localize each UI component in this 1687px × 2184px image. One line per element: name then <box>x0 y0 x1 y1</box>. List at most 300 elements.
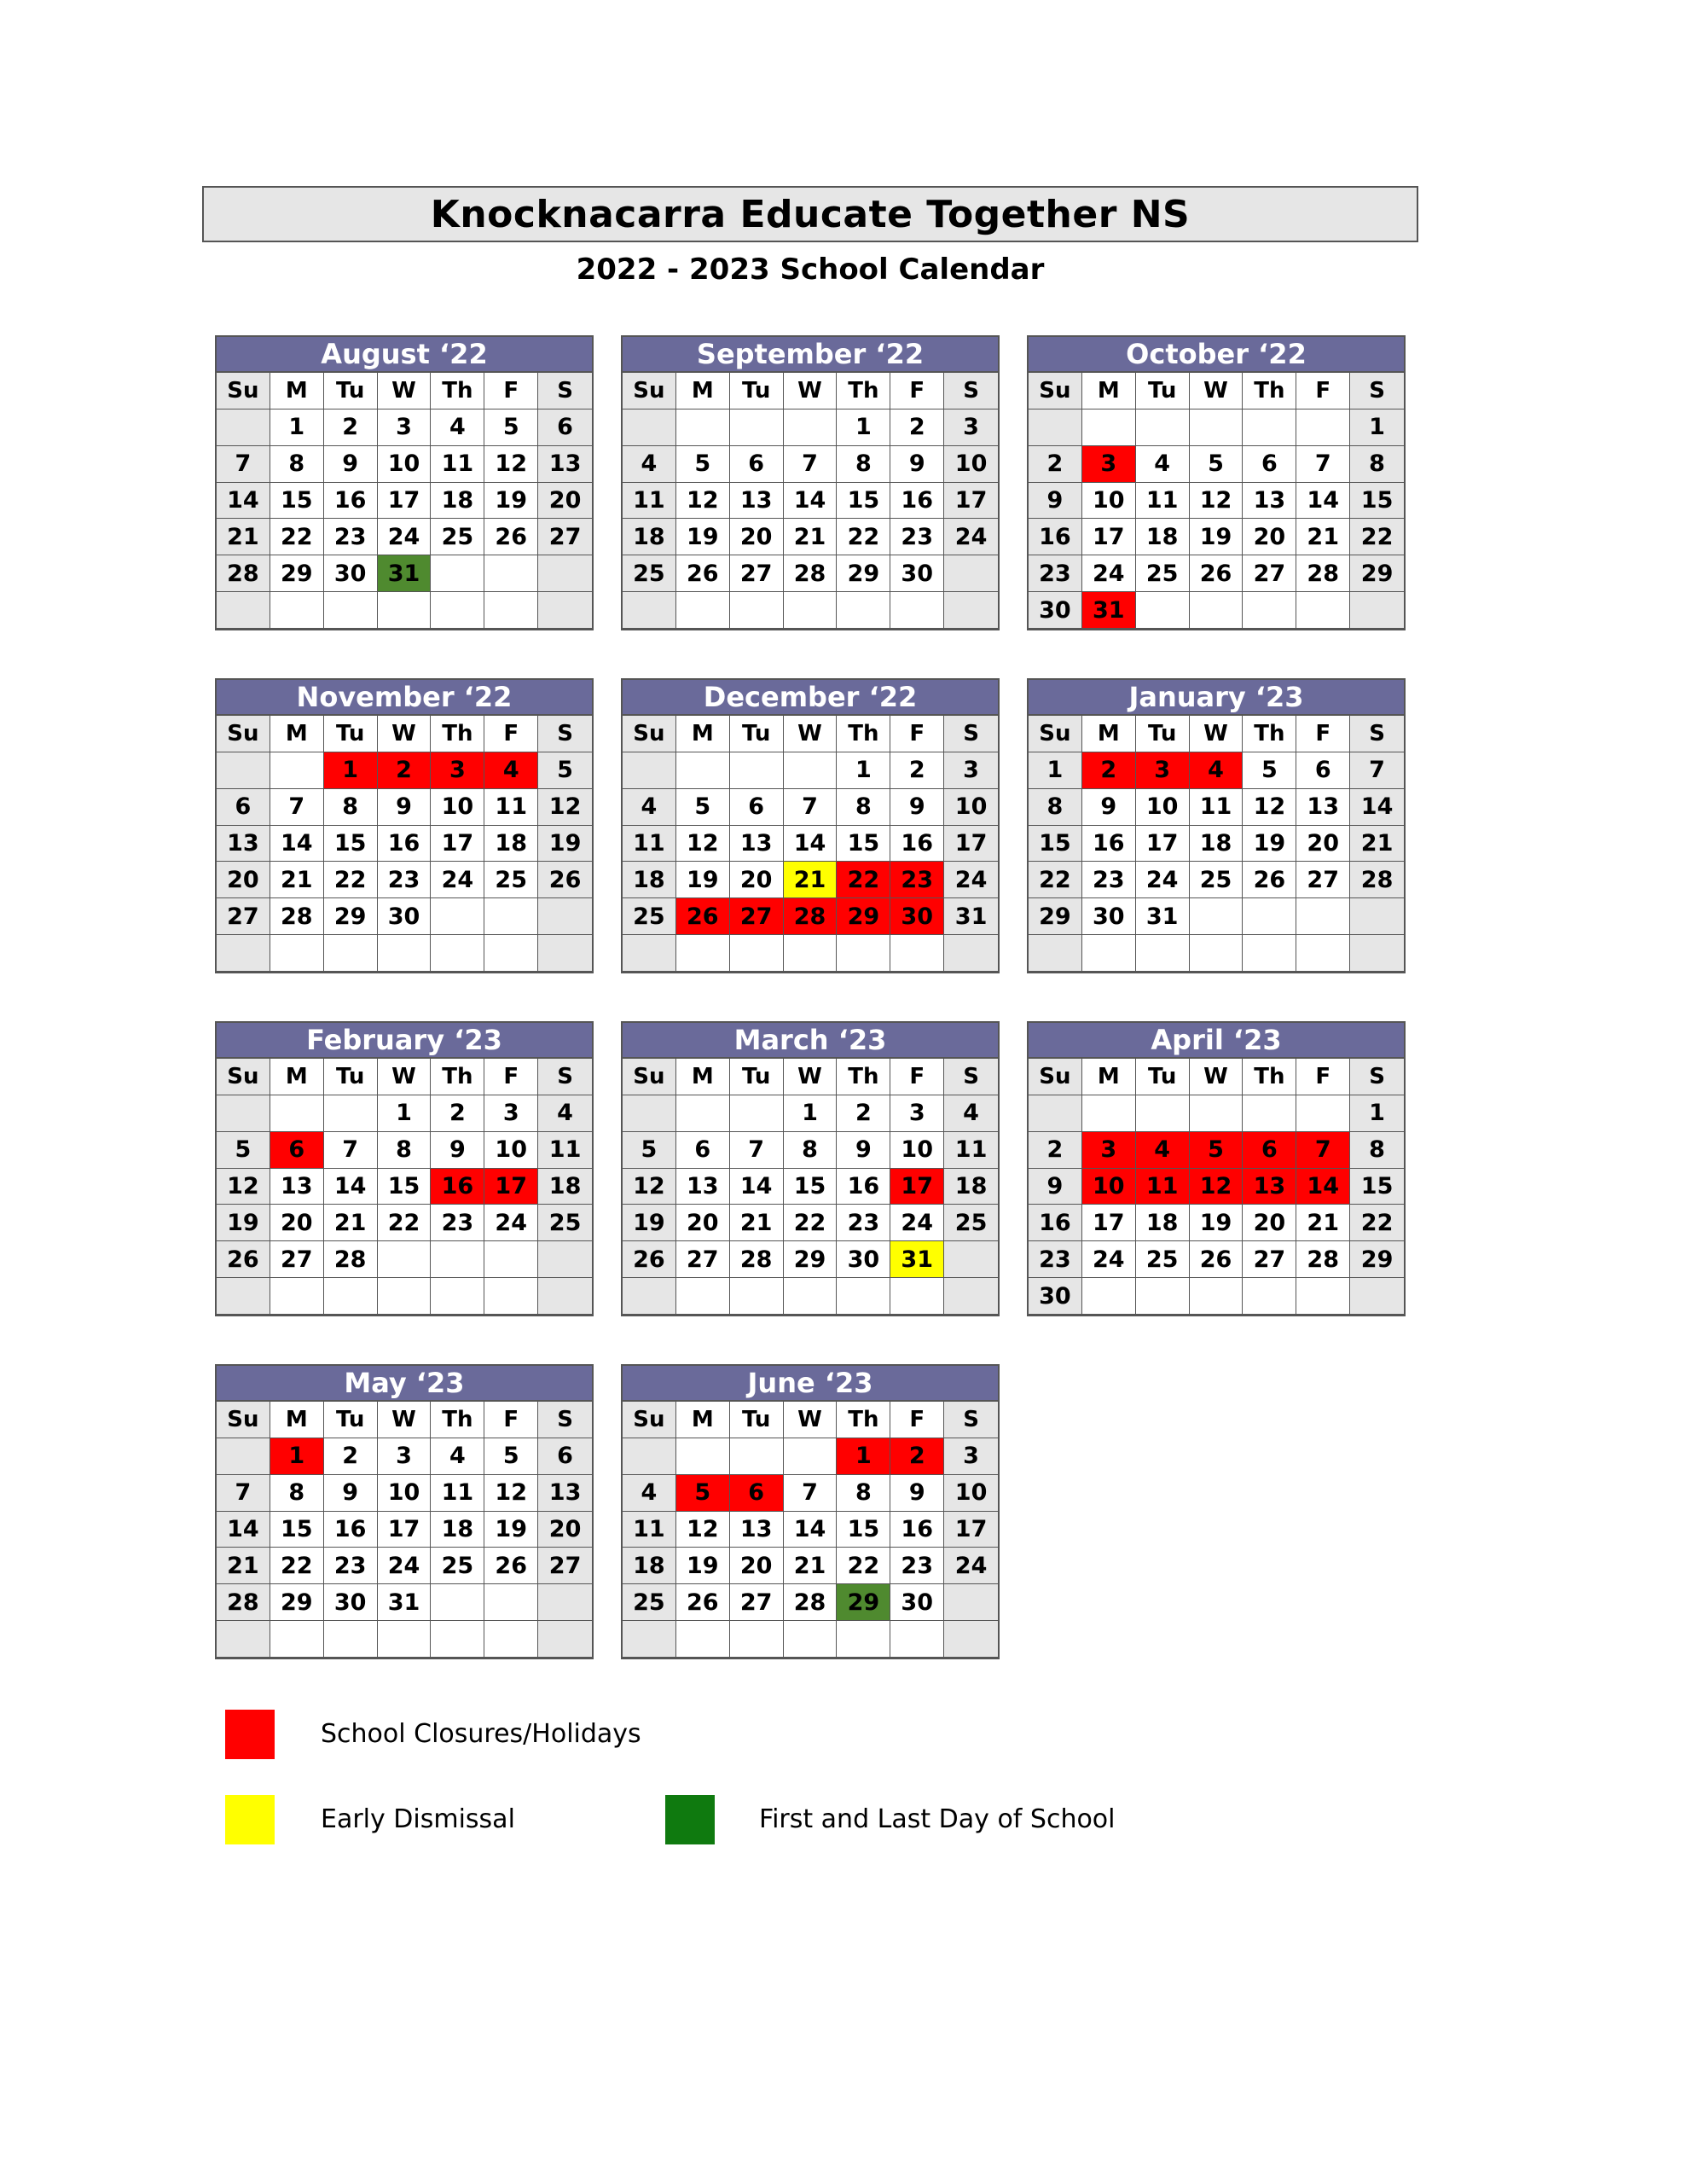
day-of-week-label: W <box>784 716 838 752</box>
empty-cell <box>1350 592 1404 629</box>
day-cell: 6 <box>1243 446 1296 483</box>
day-cell: 14 <box>217 1512 270 1548</box>
day-of-week-label: Su <box>623 1059 676 1095</box>
day-cell: 30 <box>890 555 944 592</box>
day-cell: 17 <box>378 483 432 520</box>
day-cell: 1 <box>837 410 890 446</box>
empty-cell <box>676 1278 730 1315</box>
day-cell: 9 <box>431 1132 484 1169</box>
day-of-week-label: F <box>1296 716 1350 752</box>
day-cell: 30 <box>378 898 432 935</box>
day-cell: 27 <box>730 555 784 592</box>
day-cell: 26 <box>538 862 592 898</box>
empty-cell <box>676 1438 730 1475</box>
empty-cell <box>484 1241 538 1278</box>
empty-cell <box>431 935 484 972</box>
month-title: November ‘22 <box>217 680 592 716</box>
day-cell: 14 <box>784 1512 838 1548</box>
day-cell: 24 <box>378 1548 432 1584</box>
empty-cell <box>1136 410 1190 446</box>
day-cell: 3 <box>1082 446 1136 483</box>
day-cell: 17 <box>944 483 998 520</box>
day-cell: 5 <box>1190 1132 1244 1169</box>
empty-cell <box>623 1095 676 1132</box>
empty-cell <box>676 935 730 972</box>
day-of-week-label: Su <box>623 716 676 752</box>
day-cell: 17 <box>944 826 998 863</box>
empty-cell <box>1082 1095 1136 1132</box>
day-cell: 9 <box>378 789 432 826</box>
day-cell: 26 <box>484 1548 538 1584</box>
month-title: January ‘23 <box>1029 680 1404 716</box>
day-of-week-label: M <box>270 716 324 752</box>
empty-cell <box>1136 935 1190 972</box>
day-cell: 14 <box>730 1169 784 1205</box>
empty-cell <box>890 1278 944 1315</box>
day-cell: 4 <box>1136 446 1190 483</box>
day-cell: 21 <box>730 1205 784 1241</box>
month-8 <box>1027 1021 1406 1316</box>
day-of-week-label: S <box>538 1402 592 1438</box>
day-cell: 16 <box>324 483 378 520</box>
day-of-week-label: Su <box>217 1402 270 1438</box>
empty-cell <box>1243 410 1296 446</box>
day-cell: 16 <box>378 826 432 863</box>
day-of-week-label: W <box>784 1059 838 1095</box>
day-of-week-label: S <box>944 1059 998 1095</box>
day-cell: 6 <box>730 446 784 483</box>
month-0 <box>215 335 594 630</box>
day-cell: 28 <box>270 898 324 935</box>
day-cell: 20 <box>730 519 784 555</box>
empty-cell <box>1029 935 1082 972</box>
empty-cell <box>378 1278 432 1315</box>
day-cell: 10 <box>1136 789 1190 826</box>
empty-cell <box>676 752 730 789</box>
day-cell: 2 <box>890 1438 944 1475</box>
day-cell: 11 <box>431 1475 484 1512</box>
day-cell: 18 <box>1136 1205 1190 1241</box>
day-cell: 11 <box>944 1132 998 1169</box>
day-of-week-label: Su <box>217 716 270 752</box>
empty-cell <box>217 1438 270 1475</box>
day-cell: 11 <box>538 1132 592 1169</box>
day-cell: 30 <box>324 555 378 592</box>
day-cell: 27 <box>1243 1241 1296 1278</box>
day-cell: 8 <box>837 789 890 826</box>
empty-cell <box>1243 935 1296 972</box>
day-of-week-label: Th <box>431 373 484 410</box>
day-cell: 21 <box>1350 826 1404 863</box>
day-cell: 10 <box>378 1475 432 1512</box>
empty-cell <box>1082 935 1136 972</box>
day-cell: 12 <box>538 789 592 826</box>
empty-cell <box>784 592 838 629</box>
empty-cell <box>623 1621 676 1658</box>
empty-cell <box>676 1095 730 1132</box>
day-cell: 18 <box>623 519 676 555</box>
day-cell: 9 <box>1029 483 1082 520</box>
day-cell: 5 <box>217 1132 270 1169</box>
empty-cell <box>378 1241 432 1278</box>
empty-cell <box>1190 898 1244 935</box>
day-cell: 14 <box>784 483 838 520</box>
day-cell: 30 <box>1029 592 1082 629</box>
empty-cell <box>217 410 270 446</box>
day-of-week-label: Th <box>1243 373 1296 410</box>
day-cell: 9 <box>1082 789 1136 826</box>
day-cell: 3 <box>1082 1132 1136 1169</box>
day-cell: 8 <box>270 1475 324 1512</box>
day-of-week-label: Su <box>1029 716 1082 752</box>
day-cell: 6 <box>217 789 270 826</box>
day-cell: 19 <box>676 519 730 555</box>
empty-cell <box>944 1278 998 1315</box>
day-cell: 10 <box>890 1132 944 1169</box>
day-cell: 7 <box>730 1132 784 1169</box>
day-cell: 2 <box>890 410 944 446</box>
empty-cell <box>431 592 484 629</box>
month-title: February ‘23 <box>217 1023 592 1059</box>
day-cell: 14 <box>270 826 324 863</box>
empty-cell <box>1296 1278 1350 1315</box>
day-cell: 20 <box>730 1548 784 1584</box>
empty-cell <box>730 592 784 629</box>
day-cell: 17 <box>890 1169 944 1205</box>
day-of-week-label: F <box>890 1059 944 1095</box>
day-cell: 5 <box>538 752 592 789</box>
day-cell: 22 <box>837 1548 890 1584</box>
day-of-week-label: M <box>270 1059 324 1095</box>
day-cell: 8 <box>324 789 378 826</box>
day-cell: 24 <box>484 1205 538 1241</box>
day-cell: 8 <box>1029 789 1082 826</box>
day-cell: 14 <box>324 1169 378 1205</box>
day-of-week-label: F <box>484 1402 538 1438</box>
empty-cell <box>730 1621 784 1658</box>
early-dismissal-swatch <box>225 1795 275 1844</box>
day-cell: 29 <box>270 555 324 592</box>
day-cell: 7 <box>1296 1132 1350 1169</box>
day-cell: 9 <box>324 1475 378 1512</box>
day-cell: 17 <box>1136 826 1190 863</box>
empty-cell <box>431 1621 484 1658</box>
day-cell: 6 <box>676 1132 730 1169</box>
day-cell: 18 <box>1136 519 1190 555</box>
day-cell: 25 <box>623 898 676 935</box>
month-3 <box>215 678 594 973</box>
empty-cell <box>730 1438 784 1475</box>
day-cell: 8 <box>1350 1132 1404 1169</box>
day-of-week-label: W <box>1190 1059 1244 1095</box>
day-cell: 23 <box>324 1548 378 1584</box>
day-of-week-label: M <box>1082 1059 1136 1095</box>
empty-cell <box>538 1584 592 1621</box>
month-title: December ‘22 <box>623 680 998 716</box>
day-of-week-label: F <box>1296 373 1350 410</box>
day-cell: 12 <box>676 826 730 863</box>
day-of-week-label: M <box>676 373 730 410</box>
day-cell: 28 <box>1296 555 1350 592</box>
day-cell: 28 <box>1296 1241 1350 1278</box>
day-cell: 21 <box>270 862 324 898</box>
empty-cell <box>324 592 378 629</box>
day-cell: 23 <box>1029 1241 1082 1278</box>
day-cell: 10 <box>944 446 998 483</box>
day-cell: 16 <box>890 483 944 520</box>
day-cell: 12 <box>676 483 730 520</box>
day-cell: 27 <box>270 1241 324 1278</box>
empty-cell <box>676 410 730 446</box>
empty-cell <box>730 1095 784 1132</box>
day-cell: 2 <box>1029 1132 1082 1169</box>
day-of-week-label: Th <box>431 716 484 752</box>
day-cell: 4 <box>944 1095 998 1132</box>
empty-cell <box>1296 1095 1350 1132</box>
day-cell: 23 <box>431 1205 484 1241</box>
empty-cell <box>1243 1095 1296 1132</box>
empty-cell <box>944 555 998 592</box>
empty-cell <box>730 935 784 972</box>
empty-cell <box>837 592 890 629</box>
day-cell: 3 <box>378 1438 432 1475</box>
day-cell: 4 <box>1190 752 1244 789</box>
day-cell: 16 <box>1029 519 1082 555</box>
day-of-week-label: S <box>538 716 592 752</box>
day-cell: 2 <box>324 1438 378 1475</box>
empty-cell <box>890 592 944 629</box>
day-cell: 19 <box>1243 826 1296 863</box>
day-cell: 22 <box>270 1548 324 1584</box>
day-cell: 26 <box>676 1584 730 1621</box>
day-cell: 1 <box>784 1095 838 1132</box>
day-cell: 15 <box>837 1512 890 1548</box>
day-of-week-label: W <box>784 1402 838 1438</box>
day-cell: 1 <box>324 752 378 789</box>
empty-cell <box>538 898 592 935</box>
day-cell: 4 <box>484 752 538 789</box>
empty-cell <box>431 1241 484 1278</box>
day-cell: 10 <box>378 446 432 483</box>
day-cell: 22 <box>837 862 890 898</box>
month-title: August ‘22 <box>217 337 592 373</box>
closure-swatch <box>225 1710 275 1759</box>
day-cell: 18 <box>623 862 676 898</box>
day-cell: 12 <box>623 1169 676 1205</box>
day-cell: 31 <box>890 1241 944 1278</box>
day-cell: 13 <box>730 1512 784 1548</box>
day-cell: 25 <box>623 555 676 592</box>
day-cell: 31 <box>1136 898 1190 935</box>
day-cell: 14 <box>217 483 270 520</box>
day-of-week-label: W <box>378 1059 432 1095</box>
day-cell: 5 <box>676 789 730 826</box>
empty-cell <box>730 1278 784 1315</box>
empty-cell <box>484 1278 538 1315</box>
day-cell: 18 <box>431 483 484 520</box>
day-cell: 1 <box>837 1438 890 1475</box>
day-cell: 30 <box>1082 898 1136 935</box>
month-2 <box>1027 335 1406 630</box>
day-cell: 20 <box>1296 826 1350 863</box>
day-cell: 10 <box>944 789 998 826</box>
day-cell: 15 <box>270 1512 324 1548</box>
empty-cell <box>484 935 538 972</box>
day-of-week-label: F <box>1296 1059 1350 1095</box>
day-cell: 15 <box>378 1169 432 1205</box>
day-cell: 1 <box>1350 1095 1404 1132</box>
day-cell: 8 <box>378 1132 432 1169</box>
day-cell: 25 <box>1136 1241 1190 1278</box>
day-cell: 7 <box>270 789 324 826</box>
day-cell: 10 <box>484 1132 538 1169</box>
day-of-week-label: Su <box>623 1402 676 1438</box>
empty-cell <box>270 1278 324 1315</box>
empty-cell <box>1082 1278 1136 1315</box>
empty-cell <box>217 1095 270 1132</box>
day-cell: 23 <box>890 1548 944 1584</box>
empty-cell <box>1350 898 1404 935</box>
day-cell: 24 <box>1136 862 1190 898</box>
day-cell: 19 <box>484 483 538 520</box>
day-cell: 28 <box>784 898 838 935</box>
day-cell: 19 <box>623 1205 676 1241</box>
month-5 <box>1027 678 1406 973</box>
day-cell: 24 <box>890 1205 944 1241</box>
day-cell: 6 <box>270 1132 324 1169</box>
day-cell: 13 <box>730 483 784 520</box>
empty-cell <box>676 592 730 629</box>
day-cell: 24 <box>1082 555 1136 592</box>
day-cell: 11 <box>623 483 676 520</box>
day-cell: 27 <box>1243 555 1296 592</box>
day-cell: 25 <box>944 1205 998 1241</box>
day-cell: 28 <box>217 555 270 592</box>
day-cell: 20 <box>1243 1205 1296 1241</box>
day-cell: 6 <box>538 410 592 446</box>
legend-closures-label: School Closures/Holidays <box>321 1719 641 1749</box>
day-cell: 11 <box>1136 1169 1190 1205</box>
day-cell: 4 <box>623 1475 676 1512</box>
day-cell: 20 <box>538 483 592 520</box>
empty-cell <box>1296 592 1350 629</box>
day-cell: 30 <box>324 1584 378 1621</box>
day-cell: 26 <box>1190 555 1244 592</box>
month-9 <box>215 1364 594 1659</box>
day-of-week-label: Su <box>217 1059 270 1095</box>
day-cell: 7 <box>1296 446 1350 483</box>
day-cell: 29 <box>784 1241 838 1278</box>
day-cell: 24 <box>944 519 998 555</box>
day-cell: 11 <box>623 1512 676 1548</box>
day-cell: 25 <box>484 862 538 898</box>
day-cell: 6 <box>1243 1132 1296 1169</box>
day-cell: 18 <box>538 1169 592 1205</box>
day-cell: 9 <box>837 1132 890 1169</box>
day-of-week-label: M <box>676 716 730 752</box>
empty-cell <box>623 935 676 972</box>
day-cell: 12 <box>1190 483 1244 520</box>
empty-cell <box>484 898 538 935</box>
empty-cell <box>217 1621 270 1658</box>
day-cell: 13 <box>1296 789 1350 826</box>
empty-cell <box>1243 898 1296 935</box>
day-cell: 5 <box>484 1438 538 1475</box>
empty-cell <box>1350 1278 1404 1315</box>
day-of-week-label: Th <box>1243 716 1296 752</box>
day-of-week-label: Tu <box>1136 716 1190 752</box>
month-title: June ‘23 <box>623 1366 998 1402</box>
month-6 <box>215 1021 594 1316</box>
day-cell: 8 <box>784 1132 838 1169</box>
month-title: October ‘22 <box>1029 337 1404 373</box>
day-cell: 28 <box>730 1241 784 1278</box>
day-cell: 17 <box>1082 519 1136 555</box>
empty-cell <box>1136 1278 1190 1315</box>
empty-cell <box>270 752 324 789</box>
day-cell: 6 <box>730 789 784 826</box>
day-cell: 20 <box>217 862 270 898</box>
day-cell: 1 <box>270 410 324 446</box>
day-cell: 23 <box>837 1205 890 1241</box>
day-of-week-label: S <box>538 373 592 410</box>
day-cell: 6 <box>1296 752 1350 789</box>
legend-first-last-label: First and Last Day of School <box>759 1804 1116 1834</box>
empty-cell <box>784 752 838 789</box>
day-of-week-label: Su <box>1029 373 1082 410</box>
day-cell: 27 <box>538 519 592 555</box>
empty-cell <box>784 1621 838 1658</box>
day-cell: 15 <box>1029 826 1082 863</box>
day-cell: 26 <box>484 519 538 555</box>
day-of-week-label: M <box>1082 716 1136 752</box>
empty-cell <box>837 935 890 972</box>
day-cell: 3 <box>431 752 484 789</box>
day-cell: 8 <box>270 446 324 483</box>
day-cell: 9 <box>890 446 944 483</box>
day-of-week-label: Tu <box>324 716 378 752</box>
day-cell: 19 <box>1190 519 1244 555</box>
day-cell: 11 <box>1190 789 1244 826</box>
empty-cell <box>1296 935 1350 972</box>
day-of-week-label: W <box>1190 373 1244 410</box>
empty-cell <box>324 1278 378 1315</box>
empty-cell <box>1190 1095 1244 1132</box>
day-cell: 29 <box>324 898 378 935</box>
day-cell: 29 <box>1350 1241 1404 1278</box>
day-cell: 2 <box>837 1095 890 1132</box>
day-of-week-label: F <box>890 1402 944 1438</box>
empty-cell <box>431 1278 484 1315</box>
empty-cell <box>1243 592 1296 629</box>
day-cell: 7 <box>1350 752 1404 789</box>
empty-cell <box>1029 410 1082 446</box>
day-cell: 6 <box>730 1475 784 1512</box>
day-cell: 31 <box>944 898 998 935</box>
empty-cell <box>484 1584 538 1621</box>
day-cell: 26 <box>623 1241 676 1278</box>
empty-cell <box>1296 410 1350 446</box>
day-cell: 2 <box>378 752 432 789</box>
day-of-week-label: Tu <box>324 1059 378 1095</box>
day-cell: 1 <box>378 1095 432 1132</box>
empty-cell <box>890 1621 944 1658</box>
day-cell: 22 <box>270 519 324 555</box>
day-cell: 26 <box>676 898 730 935</box>
day-of-week-label: M <box>270 373 324 410</box>
day-cell: 8 <box>837 1475 890 1512</box>
day-of-week-label: W <box>1190 716 1244 752</box>
